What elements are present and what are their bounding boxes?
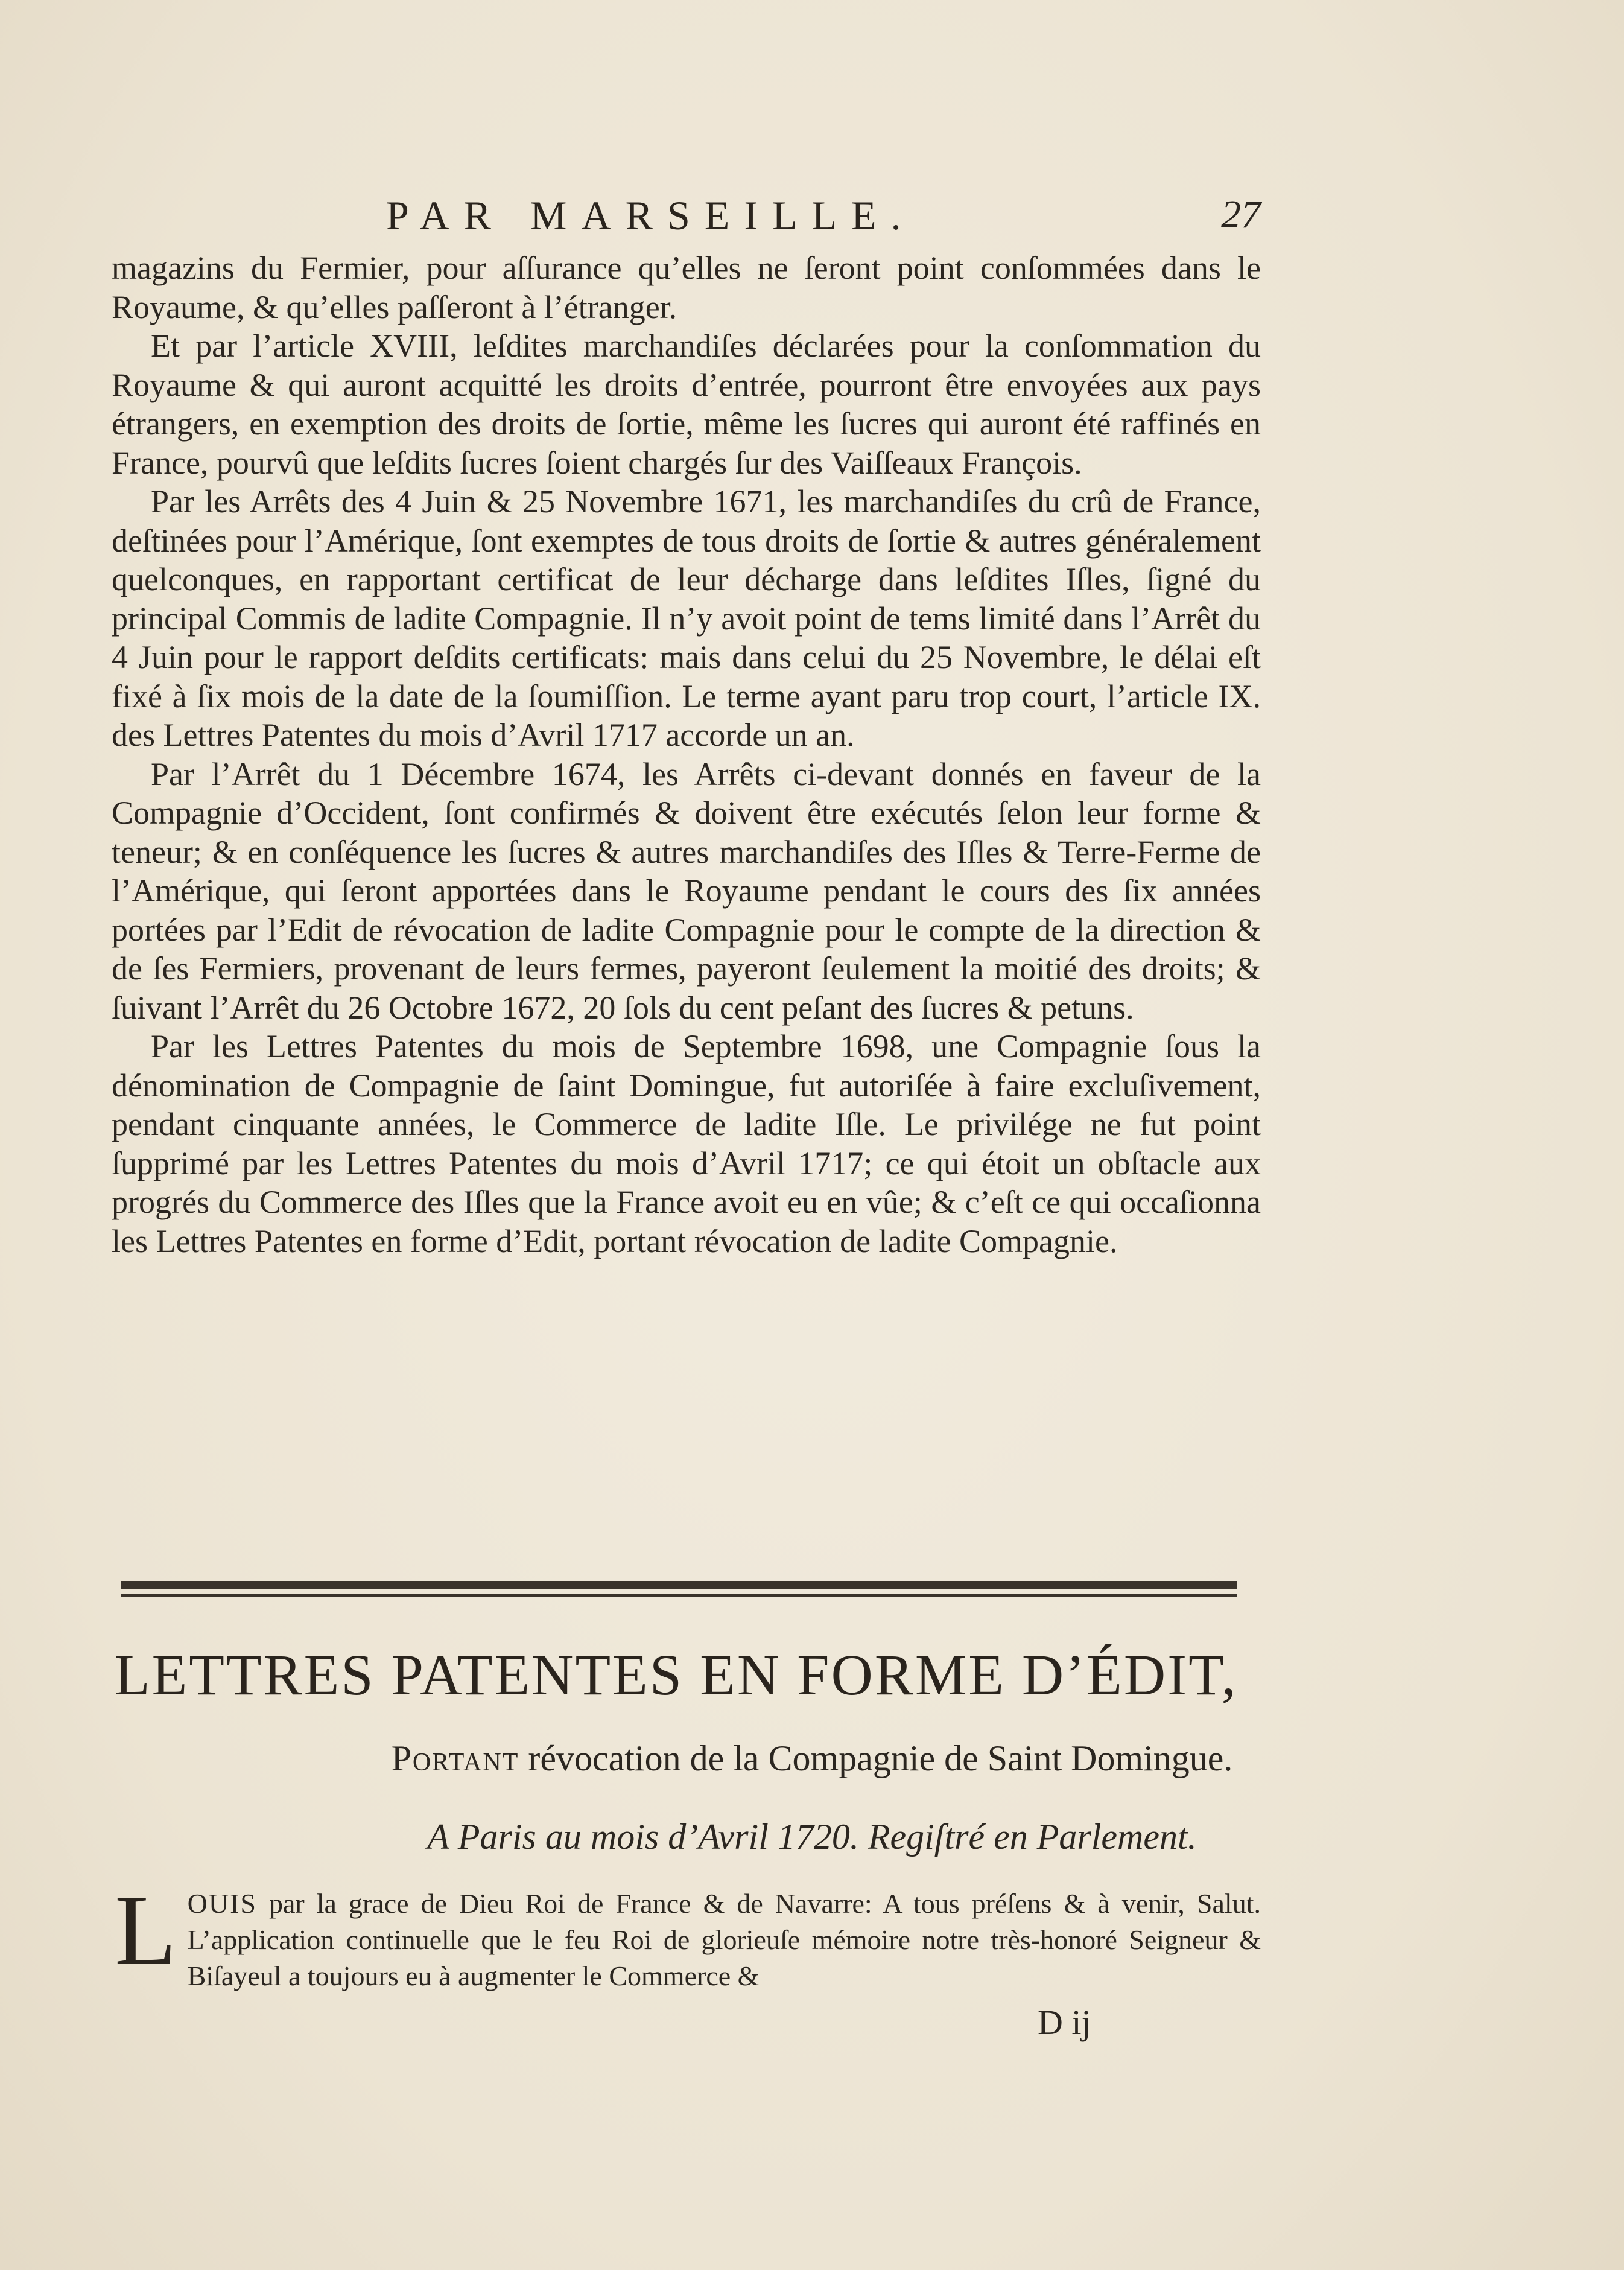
section-divider bbox=[121, 1581, 1237, 1597]
edict-body-lead: OUIS bbox=[187, 1888, 257, 1919]
paragraph-4: Par l’Arrêt du 1 Décembre 1674, les Arrêts ci-devant donnés en faveur de la Compagnie d’Occident, ſont confirmés & doivent être exécutés ſelon leur forme & teneur; & en conſéquence les ſucres & autres marchandiſes des Iſles & Terre-Ferme de l’Amérique, qui ſeront apportées dans le Royaume pendant le cours des ſix années portées par l’Edit de révocation de ladite Compagnie pour le compte de la direction & de ſes Fermiers, provenant de leurs fermes, payeront ſeulement la moitié des droits; & ſuivant l’Arrêt du 26 Octobre 1672, 20 ſols du cent peſant des ſucres & petuns. bbox=[112, 755, 1261, 1026]
edict-subtitle-lead: Portant bbox=[391, 1738, 519, 1778]
divider-thick-rule bbox=[121, 1581, 1237, 1589]
page-number: 27 bbox=[1221, 192, 1261, 237]
drop-cap: L bbox=[115, 1874, 177, 1986]
edict-title: LETTRES PATENTES EN FORME D’ÉDIT, bbox=[115, 1642, 1238, 1707]
edict-body-text: par la grace de Dieu Roi de France & de Navarre: A tous préſens & à venir, Salut. L’application continuelle que le feu Roi de glorieuſe mémoire notre très-honoré Seigneur & Biſayeul a toujours eu à augmenter le Commerce & bbox=[187, 1888, 1261, 1991]
edict-place-date: A Paris au mois d’Avril 1720. Regiſtré en Parlement. bbox=[427, 1817, 1197, 1857]
edict-body bbox=[115, 1874, 1261, 1994]
signature-mark: D ij bbox=[1038, 2003, 1091, 2042]
divider-thin-rule bbox=[121, 1594, 1237, 1597]
page-header bbox=[115, 192, 1261, 240]
body-text bbox=[112, 249, 1261, 1261]
paragraph-5: Par les Lettres Patentes du mois de Septembre 1698, une Compagnie ſous la dénomination de Compagnie de ſaint Domingue, fut autoriſée à faire excluſivement, pendant cinquante années, le Commerce de ladite Iſle. Le privilége ne fut point ſupprimé par les Lettres Patentes du mois d’Avril 1717; ce qui étoit un obſtacle aux progrés du Commerce des Iſles que la France avoit eu en vûe; & c’eſt ce qui occaſionna les Lettres Patentes en forme d’Edit, portant révocation de ladite Compagnie. bbox=[112, 1028, 1261, 1259]
paragraph-2: Et par l’article XVIII, leſdites marchandiſes déclarées pour la conſommation du Royaume & qui auront acquitté les droits d’entrée, pourront être envoyées aux pays étrangers, en exemption des droits de ſortie, même les ſucres qui auront été raffinés en France, pourvû que leſdits ſucres ſoient chargés ſur des Vaiſſeaux François. bbox=[112, 328, 1261, 481]
running-title: PAR MARSEILLE. bbox=[386, 192, 916, 238]
paragraph-1: magazins du Fermier, pour aſſurance qu’elles ne ſeront point conſommées dans le Royaume, & qu’elles paſſeront à l’étranger. bbox=[112, 250, 1261, 325]
edict-subtitle-rest: révocation de la Compagnie de Saint Domingue. bbox=[519, 1738, 1233, 1778]
paragraph-3: Par les Arrêts des 4 Juin & 25 Novembre 1671, les marchandiſes du crû de France, deſtinées pour l’Amérique, ſont exemptes de tous droits de ſortie & autres généralement quelconques, en rapportant certificat de leur décharge dans leſdites Iſles, ſigné du principal Commis de ladite Compagnie. Il n’y avoit point de tems limité dans l’Arrêt du 4 Juin pour le rapport deſdits certificats: mais dans celui du 25 Novembre, le délai eſt fixé à ſix mois de la date de la ſoumiſſion. Le terme ayant paru trop court, l’article IX. des Lettres Patentes du mois d’Avril 1717 accorde un an. bbox=[112, 483, 1261, 753]
edict-subtitle bbox=[0, 1738, 1624, 1779]
